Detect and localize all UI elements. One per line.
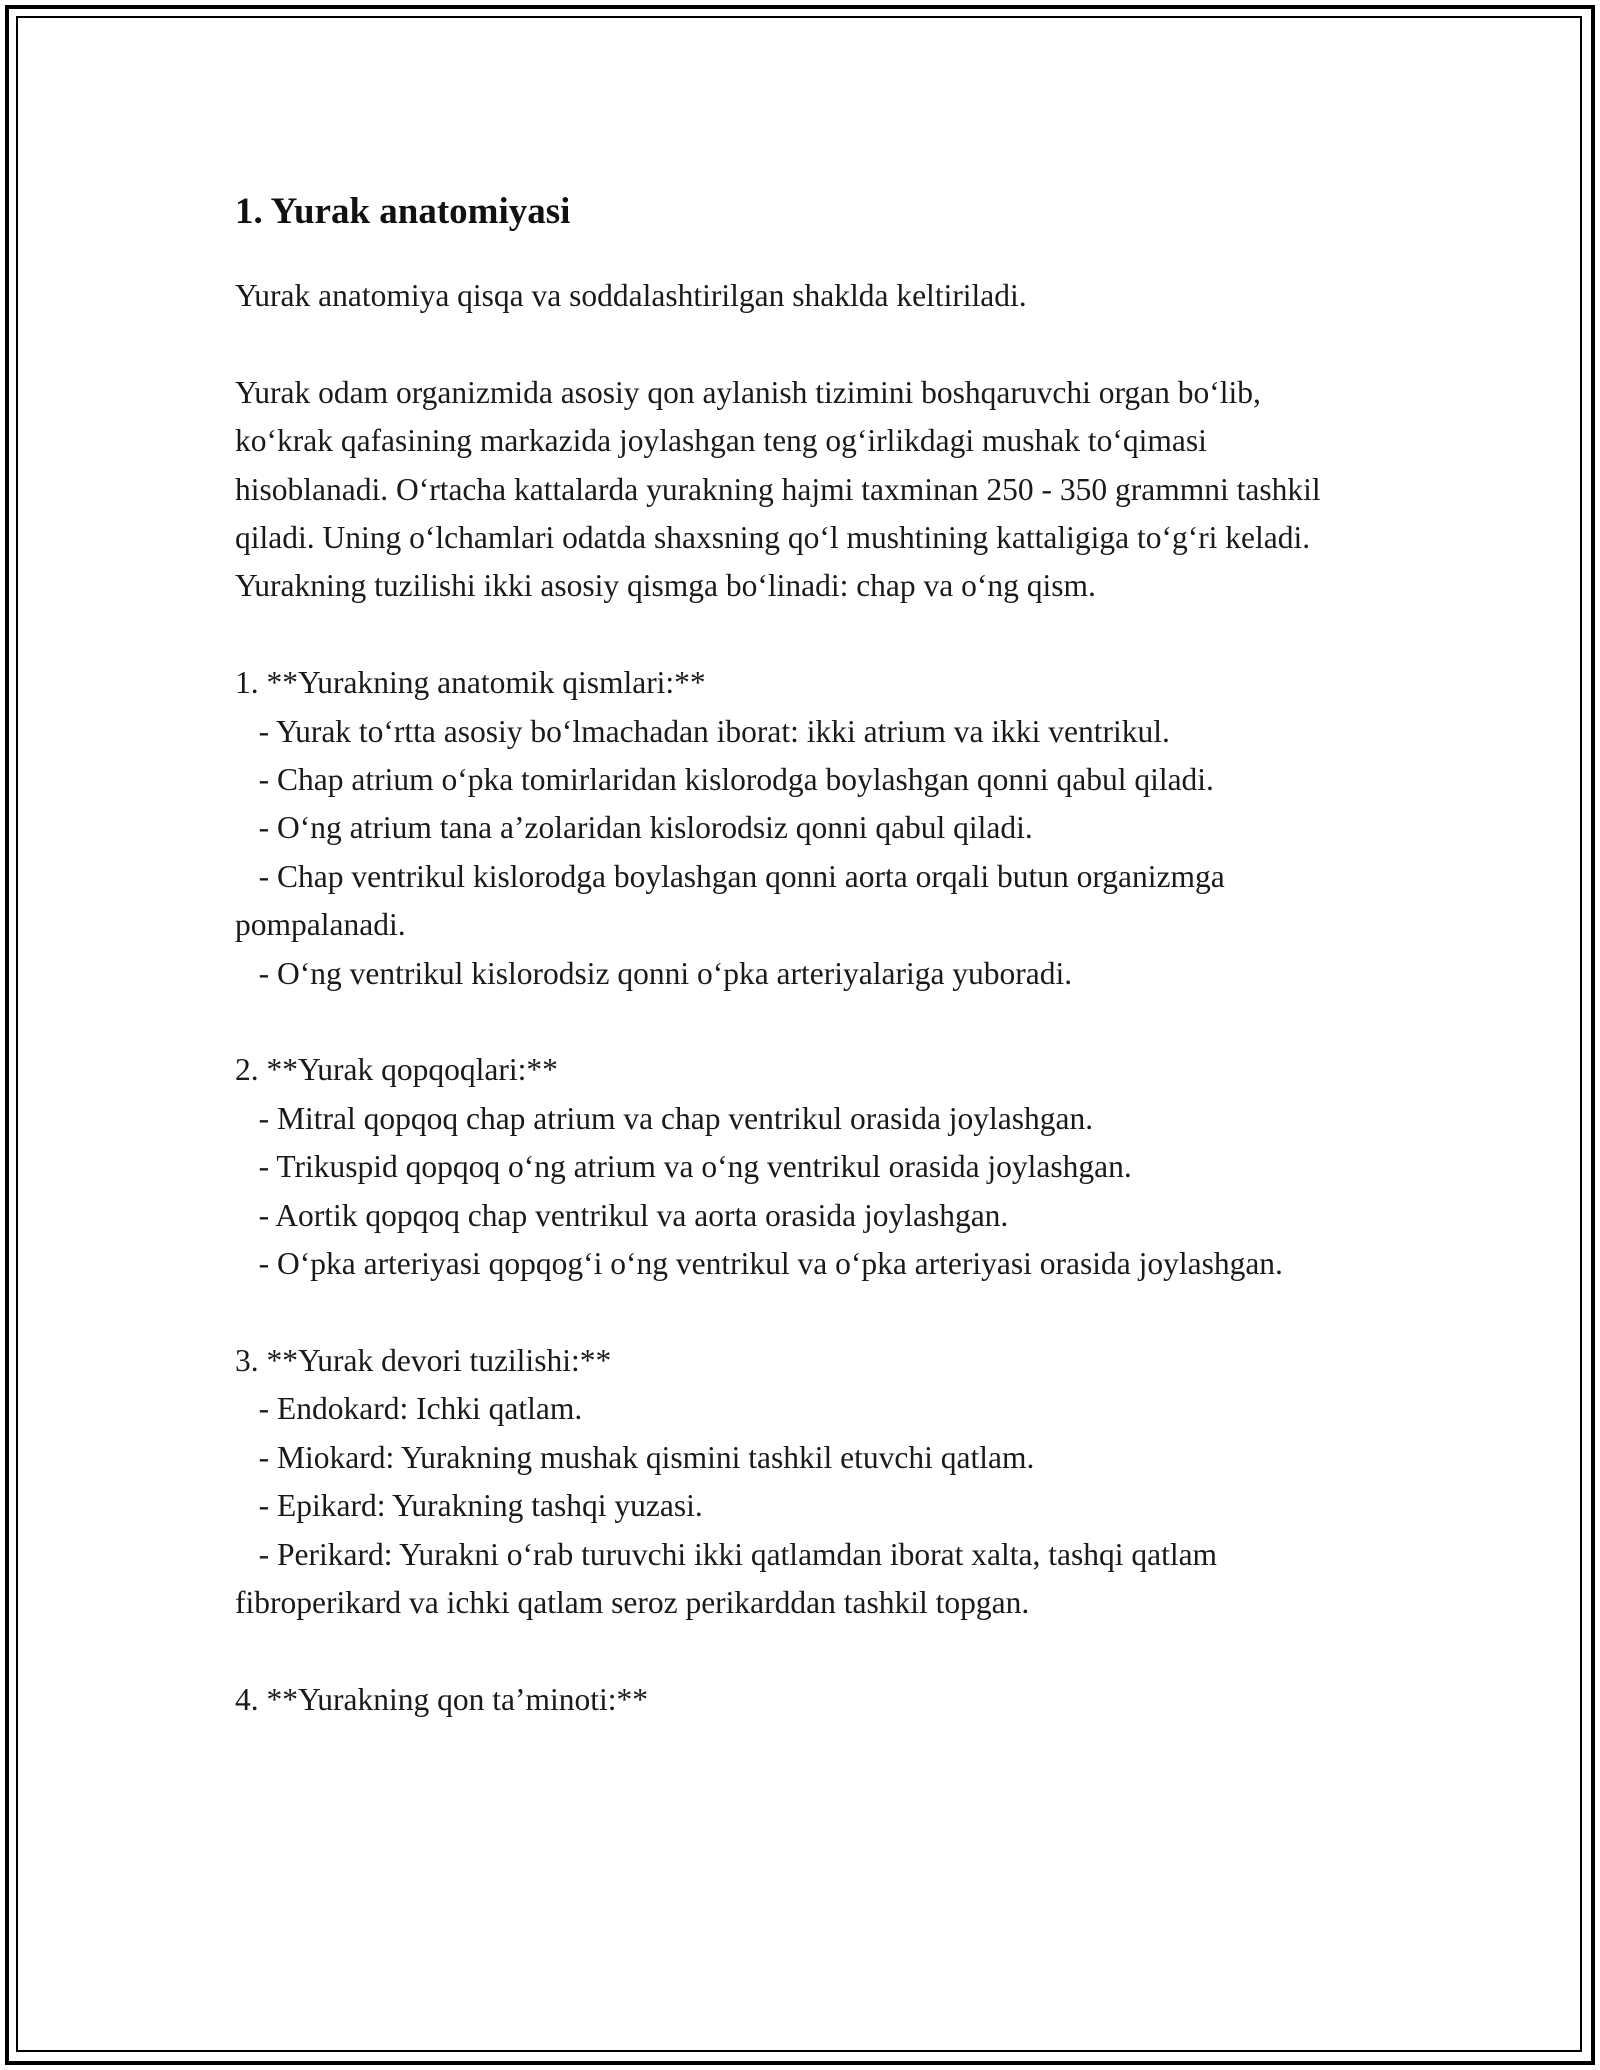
section-title: 4. **Yurakning qon ta’minoti:** (235, 1681, 648, 1717)
list-item: - Miokard: Yurakning mushak qismini tashkil etuvchi qatlam. (235, 1439, 1035, 1475)
intro-paragraph: Yurak anatomiya qisqa va soddalashtirilgan shaklda keltiriladi. (235, 278, 1027, 313)
overview-paragraph: Yurak odam organizmida asosiy qon aylanish tizimini boshqaruvchi organ bo‘lib, ko‘krak qafasining markazida joylashgan teng og‘irlikdagi mushak to‘qimasi hisoblanadi. O‘rtacha kattalarda yurakning hajmi taxminan 250 - 350 grammni tashkil qiladi. Uning o‘lchamlari odatda shaxsning qo‘l mushtining kattaligiga to‘g‘ri keladi. Yurakning tuzilishi ikki asosiy qismga bo‘linadi: chap va o‘ng qism. (235, 374, 1329, 604)
list-item: - Mitral qopqoq chap atrium va chap ventrikul orasida joylashgan. (235, 1100, 1094, 1136)
spacer (235, 1288, 1365, 1336)
section-wall-structure (235, 1337, 1365, 1627)
section-title: 2. **Yurak qopqoqlari:** (235, 1052, 558, 1088)
list-item: - O‘ng atrium tana a’zolaridan kislorodsiz qonni qabul qiladi. (235, 810, 1033, 846)
section-title: 1. **Yurakning anatomik qismlari:** (235, 665, 706, 701)
spacer (235, 320, 1365, 368)
list-item: - Perikard: Yurakni o‘rab turuvchi ikki qatlamdan iborat xalta, tashqi qatlam fibroperikard va ichki qatlam seroz perikarddan tashkil topgan. (235, 1536, 1225, 1620)
list-item: - Yurak to‘rtta asosiy bo‘lmachadan iborat: ikki atrium va ikki ventrikul. (235, 713, 1170, 749)
list-item: - Aortik qopqoq chap ventrikul va aorta orasida joylashgan. (235, 1197, 1009, 1233)
list-item: - Chap atrium o‘pka tomirlaridan kislorodga boylashgan qonni qabul qiladi. (235, 762, 1214, 798)
spacer (235, 1627, 1365, 1675)
list-item: - O‘ng ventrikul kislorodsiz qonni o‘pka arteriyalariga yuboradi. (235, 955, 1073, 991)
section-valves (235, 1046, 1365, 1288)
spacer (235, 611, 1365, 659)
section-heading: 1. Yurak anatomiyasi (235, 191, 571, 232)
list-item: - Chap ventrikul kislorodga boylashgan qonni aorta orqali butun organizmga pompalanadi. (235, 858, 1233, 943)
list-item: - Endokard: Ichki qatlam. (235, 1391, 583, 1427)
list-item: - Trikuspid qopqoq o‘ng atrium va o‘ng ventrikul orasida joylashgan. (235, 1149, 1132, 1185)
section-blood-supply (235, 1676, 1365, 1724)
list-item: - O‘pka arteriyasi qopqog‘i o‘ng ventrikul va o‘pka arteriyasi orasida joylashgan. (235, 1246, 1283, 1282)
spacer (235, 998, 1365, 1046)
section-title: 3. **Yurak devori tuzilishi:** (235, 1342, 612, 1378)
document-page (235, 186, 1365, 1724)
list-item: - Epikard: Yurakning tashqi yuzasi. (235, 1488, 703, 1524)
section-anatomic-parts (235, 659, 1365, 998)
